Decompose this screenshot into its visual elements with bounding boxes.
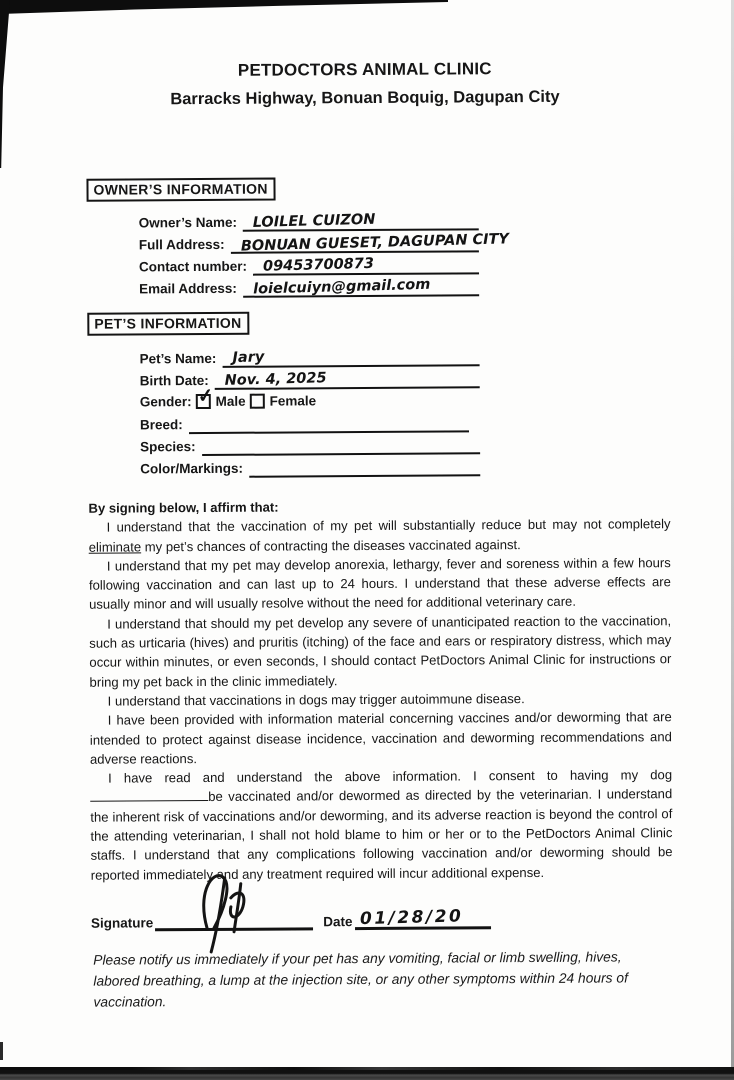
gender-row (139, 384, 480, 412)
male-checkbox (196, 384, 215, 408)
full-address-field (231, 231, 509, 255)
full-address-row (138, 230, 509, 255)
signature-row (91, 902, 491, 931)
contact-number-field (253, 254, 479, 275)
birth-date-value: Nov. 4, 2025 (224, 370, 327, 389)
full-address-value: BONUAN GUESET, DAGUPAN CITY (240, 231, 509, 255)
color-markings-row (140, 454, 480, 478)
breed-field (189, 412, 469, 434)
color-markings-label: Color/Markings: (140, 460, 244, 477)
birth-date-field (215, 368, 480, 390)
signature-line (155, 903, 313, 931)
affirmation-paragraph-1 (89, 514, 671, 556)
species-row (140, 432, 480, 456)
scan-edge-bottom (0, 1069, 734, 1080)
p1-after: my pet’s chances of contracting the diseases vaccinated against. (141, 536, 521, 554)
owner-section-title: OWNER’S INFORMATION (86, 178, 275, 202)
scan-edge-left-mark (0, 1042, 3, 1060)
owner-name-value: LOILEL CUIZON (252, 211, 376, 231)
breed-label: Breed: (139, 417, 183, 433)
p1-underlined-word: eliminate (88, 538, 142, 555)
affirmation-heading: By signing below, I affirm that: (88, 499, 279, 516)
pet-section-title: PET’S INFORMATION (87, 312, 249, 336)
email-address-label: Email Address: (139, 280, 237, 297)
document-header (0, 58, 732, 110)
affirmation-paragraph-4: I understand that vaccinations in dogs may trigger autoimmune disease. (107, 691, 525, 709)
dog-name-blank-line (90, 788, 208, 802)
full-address-label: Full Address: (138, 236, 225, 253)
contact-number-label: Contact number: (138, 258, 248, 275)
footer-note: Please notify us immediately if your pet has any vomiting, facial or limb swelling, hives, labored breathing, a lump at the injection site, or any other symptoms within 24 hours of vaccination. (93, 949, 628, 1010)
birth-date-label: Birth Date: (139, 372, 209, 389)
consent-after-blank: be vaccinated and/or dewormed as directed by the veterinarian. I understand the inherent risk of vaccinations and/or deworming, and its adverse reaction is beyond the control of the attending veterinarian, I shall not hold blame to him or her or to the PetDoctors Animal Clinic staffs. I understand that any complications following vaccination and/or deworming should be reported immediately and any treatment required will incur additional expense. (90, 786, 673, 883)
pet-name-row (139, 344, 479, 368)
female-checkbox (250, 393, 265, 408)
date-label: Date (323, 914, 353, 930)
birth-date-row (140, 366, 480, 390)
owner-name-row (139, 208, 479, 232)
affirmation-paragraph-2: I understand that my pet may develop anorexia, lethargy, fever and soreness within a few hours following vaccination and can last up to 24 hours. I understand that these adverse effects are usually minor and will usually resolve without the need for additional veterinary care. (88, 555, 671, 613)
consent-before-blank: I have read and understand the above information. I consent to having my dog (108, 767, 673, 786)
affirmation-paragraph-5: I have been provided with information material concerning vaccines and/or deworming that are intended to protect against disease incidence, vaccination and deworming recommendations and adverse reactions. (89, 709, 672, 767)
date-line (354, 902, 490, 930)
affirmation-paragraph-3: I understand that should my pet develop any severe of unanticipated reaction to the vaccination, such as urticaria (hives) and pruritis (itching) of the face and ears or respiratory distress, which may occur within minutes, or even seconds, I should contact PetDoctors Animal Clinic for instructions or bring my pet back in the clinic immediately. (89, 612, 672, 690)
color-markings-field (249, 456, 480, 477)
contact-number-row (139, 252, 479, 276)
email-address-field (243, 276, 479, 297)
email-address-value: loielcuiyn@gmail.com (252, 276, 431, 298)
signature-label: Signature (90, 915, 154, 931)
pet-name-label: Pet’s Name: (139, 350, 217, 367)
signature-scribble (173, 861, 294, 954)
species-field (202, 434, 481, 456)
female-label: Female (269, 392, 317, 409)
owner-name-field (243, 210, 479, 231)
clinic-address: Barracks Highway, Bonuan Boquig, Dagupan City (170, 87, 560, 109)
male-label: Male (215, 393, 246, 409)
date-value: 01/28/20 (359, 906, 464, 930)
gender-label: Gender: (139, 393, 192, 409)
checkmark-icon: ✓ (196, 384, 215, 408)
contact-number-value: 09453700873 (262, 255, 375, 275)
pet-name-value: Jary (232, 349, 265, 367)
email-address-row (139, 274, 479, 298)
species-label: Species: (140, 439, 196, 455)
p1-before: I understand that the vaccination of my pet will substantially reduce but may not completely (106, 516, 671, 535)
owner-fields (138, 208, 509, 298)
clinic-name: PETDOCTORS ANIMAL CLINIC (237, 59, 492, 80)
pet-fields (139, 344, 480, 478)
breed-row (140, 410, 480, 434)
owner-name-label: Owner’s Name: (138, 214, 238, 231)
affirmation-body (88, 495, 672, 884)
pet-name-field (222, 346, 479, 368)
